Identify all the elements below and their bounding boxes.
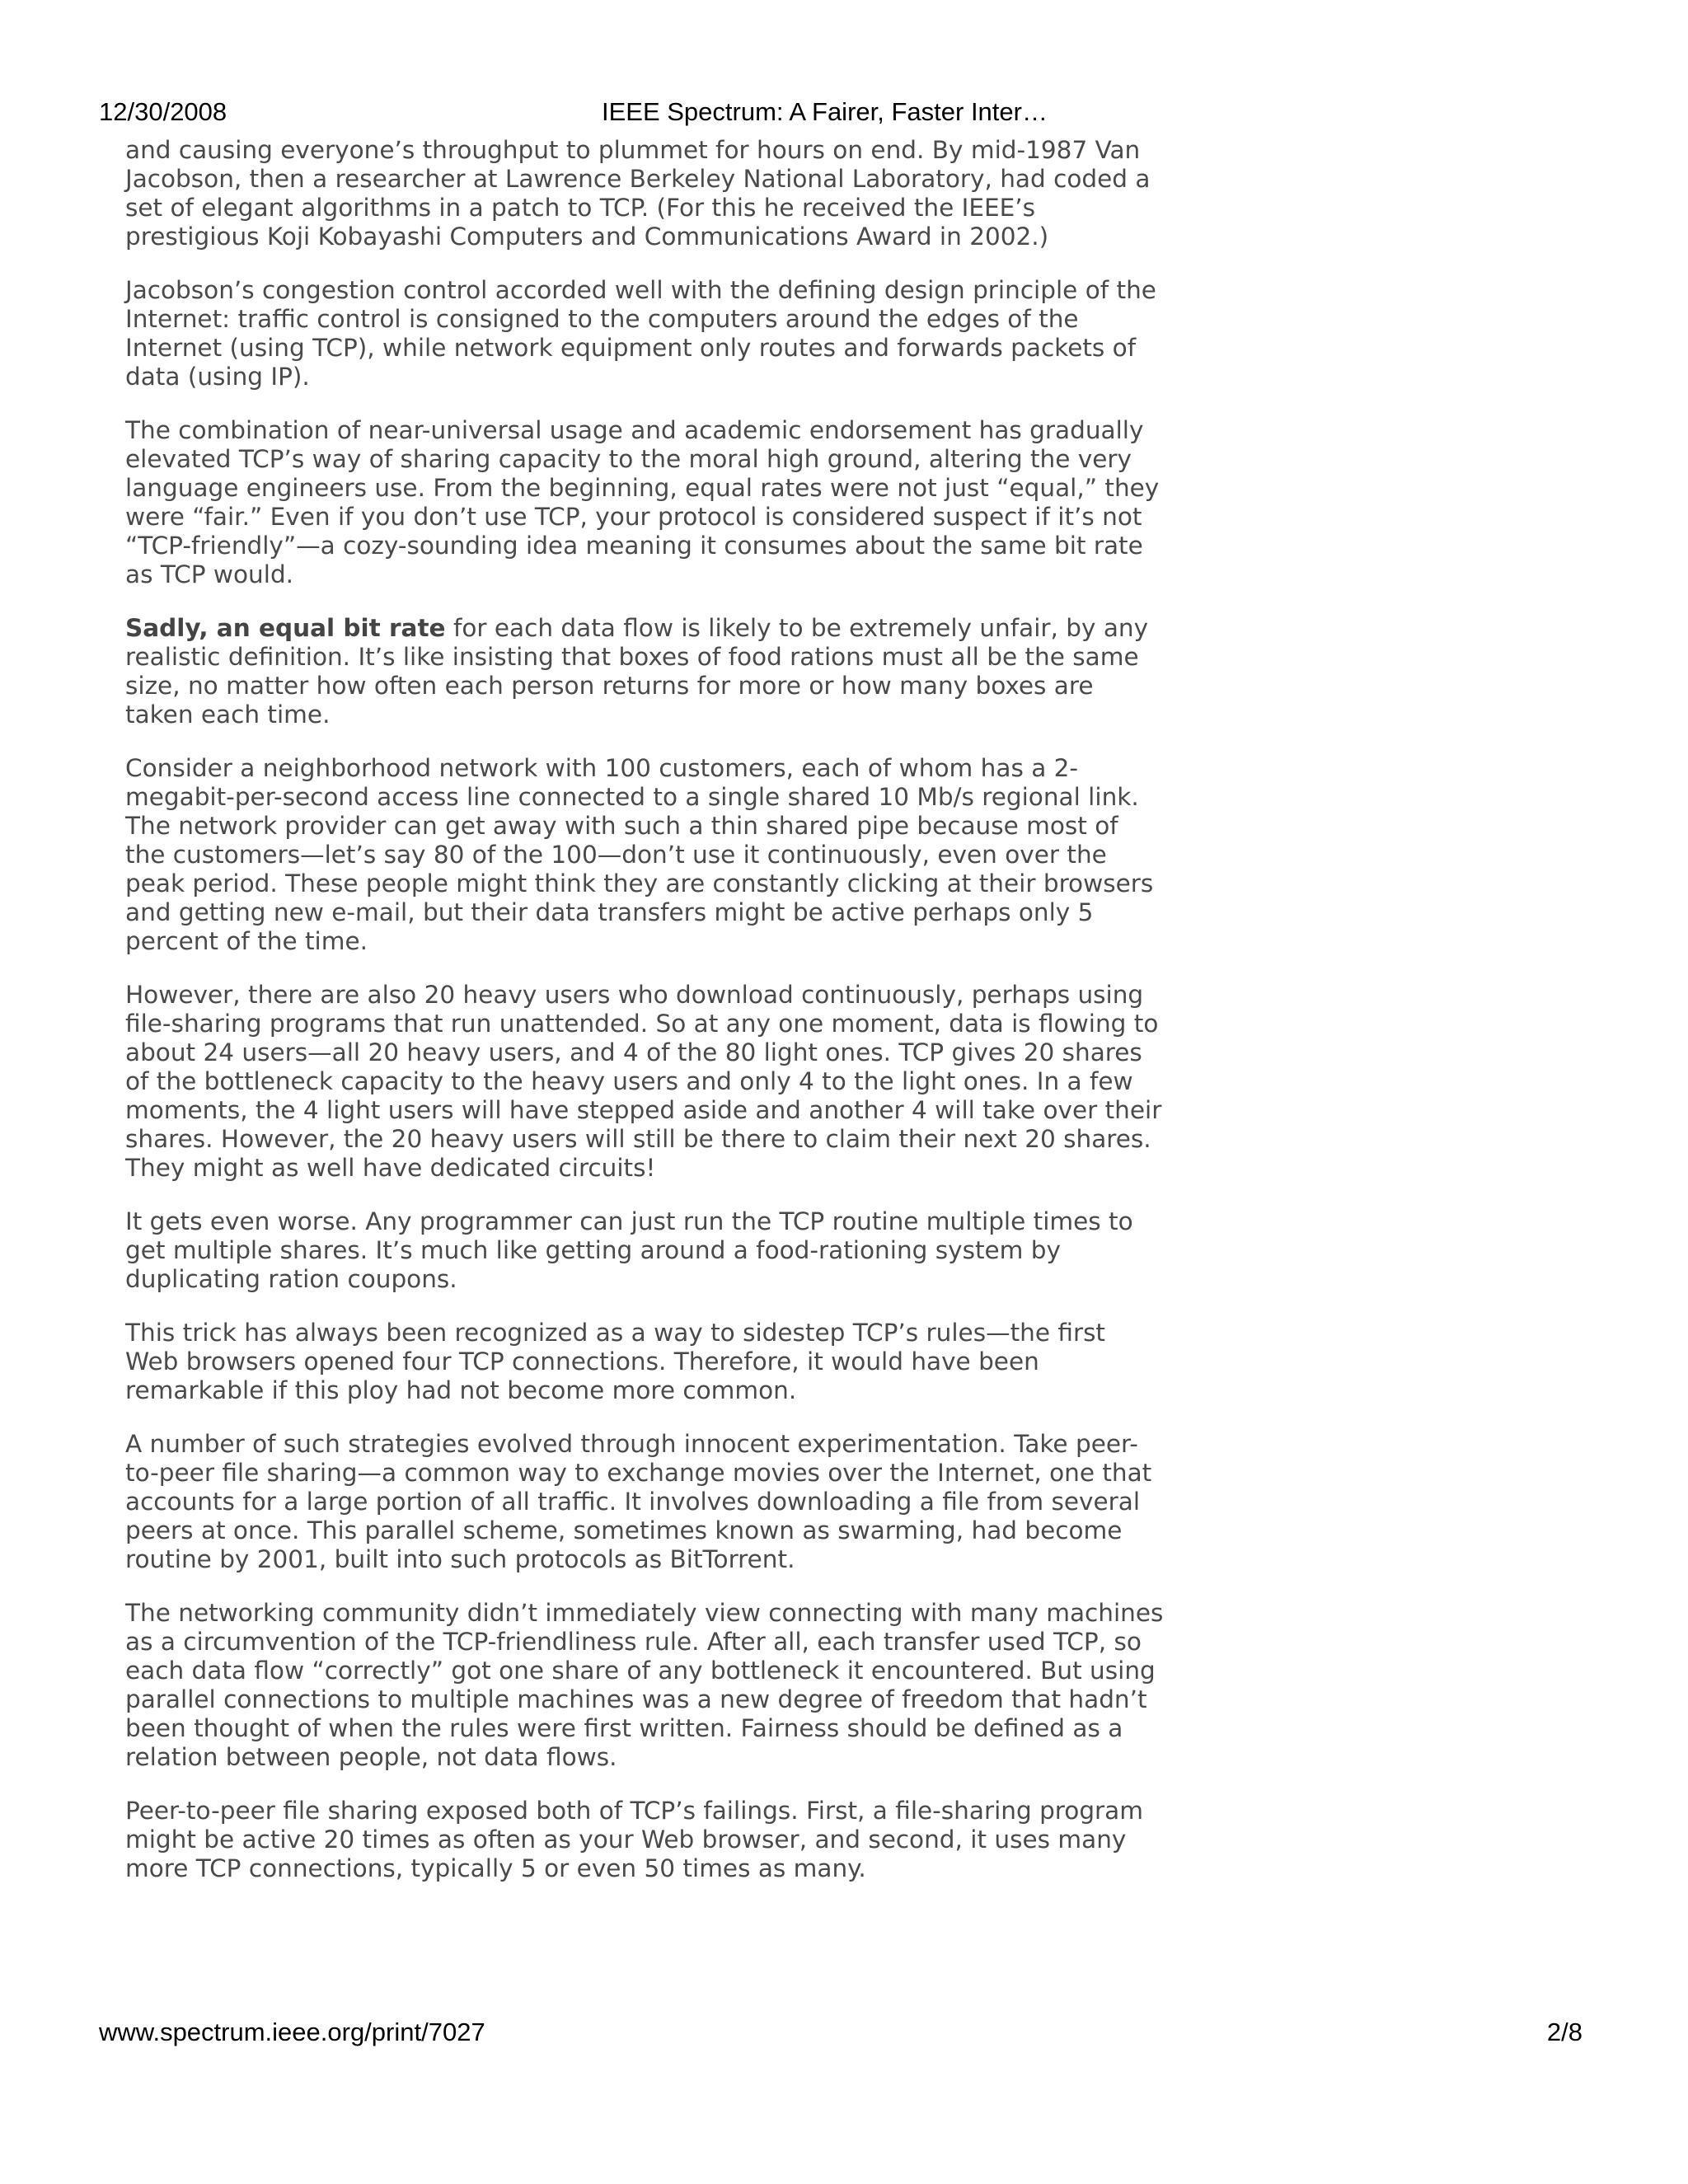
paragraph: It gets even worse. Any programmer can just run the TCP routine multiple times to get multiple shares. It’s much like getting around a food-rationing system by duplicating ration coupons. xyxy=(125,1207,1133,1293)
paragraph: The combination of near-universal usage and academic endorsement has gradually elevated TCP’s way of sharing capacity to the moral high ground, altering the very language engineers use. From the beginning, equal rates were not just “equal,” they were “fair.” Even if you don’t use TCP, your protocol is considered suspect if it’s not “TCP-friendly”—a cozy-sounding idea meaning it consumes about the same bit rate as TCP would. xyxy=(125,416,1160,588)
paragraph: However, there are also 20 heavy users who download continuously, perhaps using file-sharing programs that run unattended. So at any one moment, data is flowing to about 24 users—all 20 heavy users, and 4 of the 80 light ones. TCP gives 20 shares of the bottleneck capacity to the heavy users and only 4 to the light ones. In a few moments, the 4 light users will have stepped aside and another 4 will take over their shares. However, the 20 heavy users will still be there to claim their next 20 shares. They might as well have dedicated circuits! xyxy=(125,981,1162,1182)
paragraph: and causing everyone’s throughput to plummet for hours on end. By mid-1987 Van Jacobson, then a researcher at Lawrence Berkeley National Laboratory, had coded a set of elegant algorithms in a patch to TCP. (For this he received the IEEE’s prestigious Koji Kobayashi Computers and Communications Award in 2002.) xyxy=(125,136,1151,251)
paragraph: A number of such strategies evolved through innocent experimentation. Take peer-to-peer file sharing—a common way to exchange movies over the Internet, one that accounts for a large portion of all traffic. It involves downloading a file from several peers at once. This parallel scheme, sometimes known as swarming, had become routine by 2001, built into such protocols as BitTorrent. xyxy=(125,1430,1152,1573)
page-title: IEEE Spectrum: A Fairer, Faster Inter… xyxy=(602,97,1048,126)
article-body xyxy=(125,136,1164,1908)
page-header xyxy=(99,97,1582,130)
page-url: www.spectrum.ieee.org/print/7027 xyxy=(99,2018,485,2046)
paragraph: Peer-to-peer file sharing exposed both of TCP’s failings. First, a file-sharing program might be active 20 times as often as your Web browser, and second, it uses many more TCP connections, typically 5 or even 50 times as many. xyxy=(125,1797,1143,1882)
paragraph xyxy=(125,614,1164,729)
paragraph: Consider a neighborhood network with 100 customers, each of whom has a 2-megabit-per-second access line connected to a single shared 10 Mb/s regional link. The network provider can get away with such a thin shared pipe because most of the customers—let’s say 80 of the 100—don’t use it continuously, even over the peak period. These people might think they are constantly clicking at their browsers and getting new e-mail, but their data transfers might be active perhaps only 5 percent of the time. xyxy=(125,754,1154,955)
print-date: 12/30/2008 xyxy=(99,97,227,126)
paragraph: This trick has always been recognized as a way to sidestep TCP’s rules—the first Web browsers opened four TCP connections. Therefore, it would have been remarkable if this ploy had not become more common. xyxy=(125,1319,1106,1404)
page-number: 2/8 xyxy=(1546,2018,1582,2046)
paragraph: Jacobson’s congestion control accorded well with the defining design principle of the Internet: traffic control is consigned to the computers around the edges of the Internet (using TCP), while network equipment only routes and forwards packets of data (using IP). xyxy=(125,276,1156,391)
paragraph-text: for each data flow is likely to be extremely unfair, by any realistic definition. It’s like insisting that boxes of food rations must all be the same size, no matter how often each person returns for more or how many boxes are taken each time. xyxy=(125,614,1149,729)
page-footer xyxy=(99,2018,1582,2050)
paragraph: The networking community didn’t immediately view connecting with many machines as a circumvention of the TCP-friendliness rule. After all, each transfer used TCP, so each data flow “correctly” got one share of any bottleneck it encountered. But using parallel connections to multiple machines was a new degree of freedom that hadn’t been thought of when the rules were first written. Fairness should be defined as a relation between people, not data flows. xyxy=(125,1599,1164,1771)
bold-lead-in: Sadly, an equal bit rate xyxy=(125,614,446,642)
